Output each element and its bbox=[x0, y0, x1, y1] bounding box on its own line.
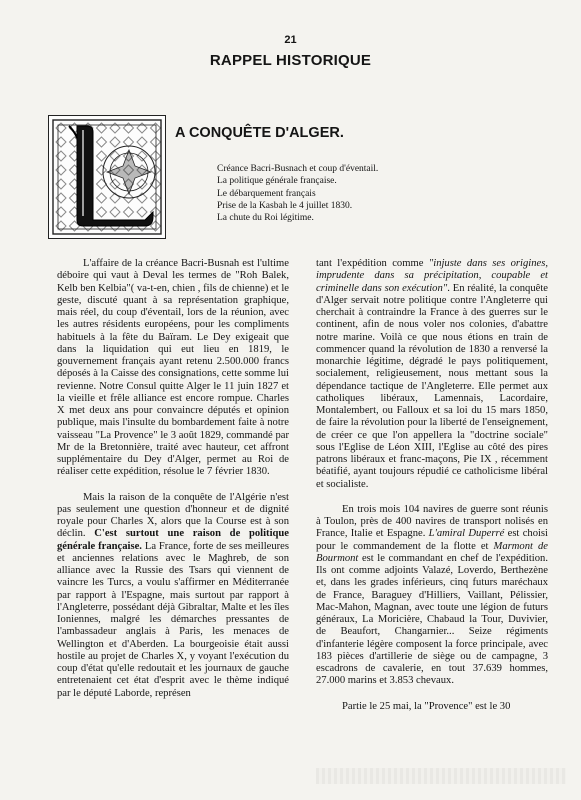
paragraph: L'affaire de la créance Bacri-Busnah est l'ultime déboire qui vaut à Deval les termes de "Roh Balek, Kelb ben Kelbia"( va-t-en, chien , fils de chienne) et le geste, discuté quant à sa représentation graphique, mais réel, du coup d'éventail, lors de la réunion, avec les autres résidents européens, pour les compliments habituels à la fête du Baïram. Le Dey exigeait que dans la liquidation qui eut lieu en 1819, le gouvernement français ayant retenu 2.500.000 francs déposés à la Caisse des consignations, cette somme lui revienne. Notre Consul quitte Alger le 11 juin 1827 et la vieille et frêle alliance est encore rompue. Charles X met deux ans pour convaincre députés et opinion publique, mais l'insulte du bombardement faite à notre vaisseau "La Provence" le 3 août 1829, commandé par Mr de la Bretonnière, traité avec hauteur, cet affront supplémentaire du Dey d'Alger, permet au Roi de réaliser cette expédition, résolue le 7 février 1830. bbox=[57, 258, 289, 478]
chapter-title: A CONQUÊTE D'ALGER. bbox=[175, 125, 344, 141]
paragraph-text: tant l'expédition comme bbox=[316, 258, 429, 269]
paragraph-text: En trois mois 104 navires de guerre sont réunis à Toulon, près de 400 navires de transport nolisés en France, Italie et Espagne. bbox=[316, 503, 548, 540]
page-number: 21 bbox=[284, 34, 297, 46]
quotation-text: "injuste dans ses origines, imprudente dans sa précipitation, coupable et criminelle dans son exécution" bbox=[316, 258, 548, 294]
paragraph bbox=[316, 504, 548, 688]
person-name: L'amiral Duperré bbox=[428, 528, 505, 540]
emphasis-text: C'est surtout une raison de politique générale française. bbox=[57, 528, 289, 552]
paragraph-text: est choisi pour le commandement de la flotte et bbox=[316, 528, 548, 552]
summary-line: Prise de la Kasbah le 4 juillet 1830. bbox=[217, 200, 353, 211]
section-title: RAPPEL HISTORIQUE bbox=[209, 52, 372, 69]
person-name: Marmont de Bourmont bbox=[316, 540, 548, 564]
paragraph: Partie le 25 mai, la "Provence" est le 30 bbox=[342, 700, 511, 712]
left-column bbox=[57, 258, 289, 700]
ornament-pattern-icon bbox=[49, 116, 165, 238]
ornate-dropcap bbox=[48, 115, 166, 239]
dropcap-letter: L bbox=[49, 116, 50, 117]
paragraph bbox=[316, 258, 548, 491]
paragraph-text: est le commandant en chef de l'expédition. Ils ont comme adjoints Valazé, Loverdo, Berthezène et, dans les grades inférieurs, cinq futurs maréchaux de France, Baraguey d'Hilliers, Vaillant, Pélissier, Mac-Mahon, Magnan, avec toute une légion de futurs généraux, La Moricière, Chabaud la Tour, Duvivier, de Beaufort, Changarnier... Seize régiments d'infanterie légère composent la force principale, avec 183 pièces d'artillerie de siège ou de campagne, 3 escadrons de cavalerie, en tout 37.639 hommes, 27.000 marins et 3.853 chevaux. bbox=[316, 552, 548, 687]
summary-line: La chute du Roi légitime. bbox=[217, 213, 314, 224]
paragraph bbox=[57, 492, 289, 700]
paragraph-text: . En réalité, la conquête d'Alger servait notre politique contre l'Angleterre qui cherchait à contraindre la France à des guerres sur le continent, afin de nous voler nos colonies, d'abattre notre marine. Voilà ce que nous étions en train de commencer quand la révolution de 1830 a renversé la monarchie légitime, dégradé le pays politiquement, socialement, religieusement, nous mettant sous la dépendance tactique de l'Angleterre. Elle permet aux catholiques libéraux, Lamennais, Lacordaire, Montalembert, ou Falloux et sa loi du 15 mars 1850, de faire la révolution pour la liberté de l'enseignement, de créer ce que l'on appellera la "doctrine sociale" sous l'Eglise de Léon XIII, l'Eglise au côté des pires patrons libéraux et franc-maçons, Pie IX , récemment béatifié, ayant toujours répudié ce catholicisme libéral et socialiste. bbox=[316, 282, 548, 490]
right-column bbox=[316, 258, 548, 713]
bleed-through-shadow bbox=[316, 768, 566, 784]
summary-line: Créance Bacri-Busnach et coup d'éventail. bbox=[217, 164, 379, 174]
paragraph-text: Mais la raison de la conquête de l'Algérie n'est pas seulement une question d'honneur et de dignité royale pour Charles X, alors que la Course est à son déclin. bbox=[57, 491, 289, 540]
summary-line: La politique générale française. bbox=[217, 176, 337, 187]
summary-line: Le débarquement français bbox=[217, 188, 316, 199]
paragraph-text: La France, forte de ses meilleures et anciennes relations avec le Maghreb, de son alliance avec la Russie des Tsars qui viennent de vaincre les Turcs, a voulu s'affirmer en Méditerranée par rapport à l'Espagne, mais surtout par rapport à l'Angleterre, possédant déjà Gibraltar, Malte et les îles Ioniennes, malgré les démarches pressantes de l'ambassadeur anglais à Paris, les menaces de Wellington et d'Aberden. La bourgeoisie était aussi hostile au projet de Charles X, y voyant l'exécution du coup d'état qu'elle redoutait et les journaux de gauche entretenaient cet état d'esprit avec le thème indiqué par le député Laborde, représen bbox=[57, 540, 289, 699]
chapter-summary bbox=[217, 163, 457, 224]
